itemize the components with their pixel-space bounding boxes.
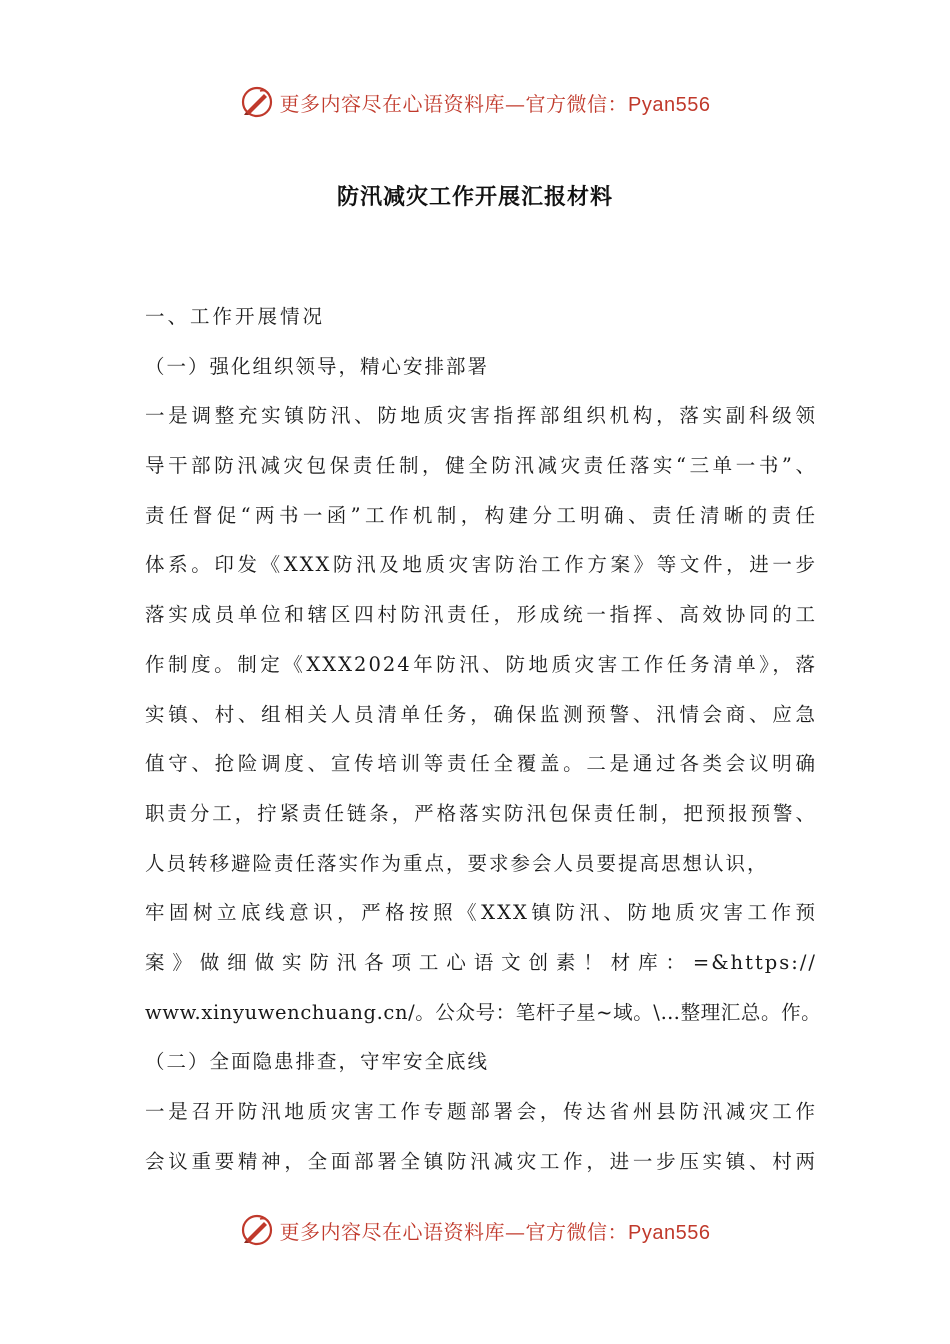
- paragraph-line: 人员转移避险责任落实作为重点，要求参会人员要提高思想认识，: [145, 851, 769, 875]
- paragraph-line: 会议重要精神，全面部署全镇防汛减灾工作，进一步压实镇、村两: [145, 1149, 817, 1173]
- paragraph-line: 落实成员单位和辖区四村防汛责任，形成统一指挥、高效协同的工: [145, 603, 817, 627]
- header-banner: [0, 82, 950, 122]
- paragraph-line: 体系。印发《XXX防汛及地质灾害防治工作方案》等文件，进一步: [145, 553, 817, 577]
- paragraph-line: 导干部防汛减灾包保责任制，健全防汛减灾责任落实“三单一书”、: [145, 454, 817, 478]
- document-body: [145, 292, 822, 1186]
- section-heading: 一、工作开展情况: [145, 305, 326, 328]
- banner-text: [280, 1216, 711, 1245]
- paragraph-line: 实镇、村、组相关人员清单任务，确保监测预警、汛情会商、应急: [145, 702, 817, 726]
- pen-logo-icon: [240, 1213, 274, 1247]
- banner-slogan: 更多内容尽在心语资料库—官方微信：: [279, 1219, 629, 1244]
- wechat-id: Pyan556: [628, 1221, 711, 1244]
- paragraph-line: 牢固树立底线意识，严格按照《XXX镇防汛、防地质灾害工作预: [145, 901, 817, 925]
- banner-text: [280, 88, 711, 117]
- subsection-heading: （二）全面隐患排查，守牢安全底线: [145, 1050, 490, 1074]
- paragraph-line: 职责分工，拧紧责任链条，严格落实防汛包保责任制，把预报预警、: [145, 801, 817, 825]
- footer-banner: [0, 1210, 950, 1250]
- paragraph-line: 一是召开防汛地质灾害工作专题部署会，传达省州县防汛减灾工作: [145, 1100, 817, 1123]
- paragraph-line: 作制度。制定《XXX2024年防汛、防地质灾害工作任务清单》，落: [145, 652, 817, 676]
- banner-slogan: 更多内容尽在心语资料库—官方微信：: [279, 91, 629, 116]
- wechat-id: Pyan556: [628, 93, 711, 116]
- paragraph-line: www.xinyuwenchuang.cn/。公众号：笔杆子星~域。\…整理汇总。作。: [145, 1000, 822, 1024]
- paragraph-line: 值守、抢险调度、宣传培训等责任全覆盖。二是通过各类会议明确: [145, 752, 817, 776]
- pen-logo-icon: [240, 85, 274, 119]
- page-title: 防汛减灾工作开展汇报材料: [336, 184, 613, 210]
- paragraph-line: 一是调整充实镇防汛、防地质灾害指挥部组织机构，落实副科级领: [145, 404, 817, 428]
- subsection-heading: （一）强化组织领导，精心安排部署: [145, 354, 490, 378]
- paragraph-line: 案》做细做实防汛各项工心语文创素！材库：=&https://: [145, 950, 817, 974]
- paragraph-line: 责任督促“两书一函”工作机制，构建分工明确、责任清晰的责任: [145, 503, 817, 527]
